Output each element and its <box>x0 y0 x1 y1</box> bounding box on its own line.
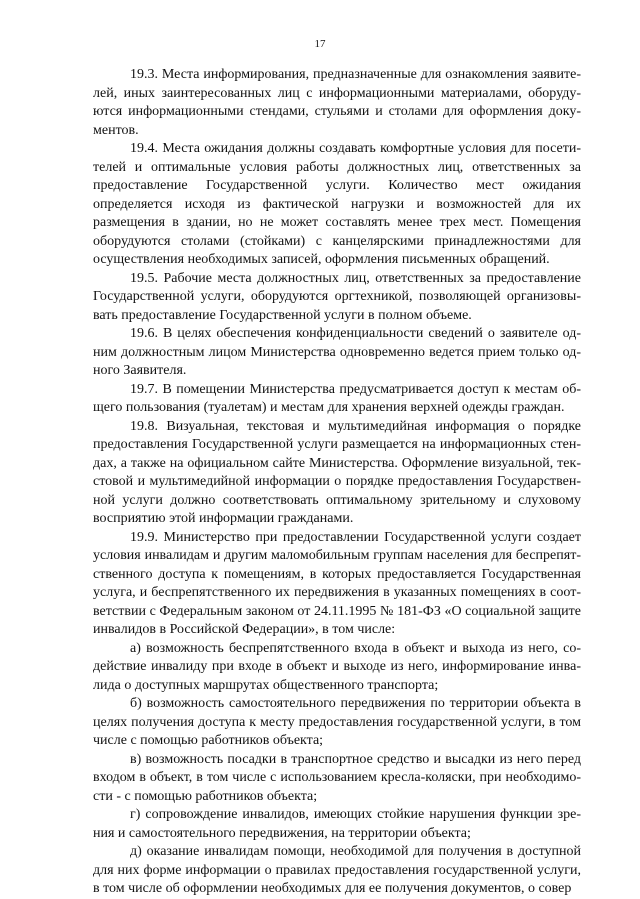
document-body <box>93 66 581 899</box>
list-item-g: г) сопровождение инвалидов, имеющих стойкие нарушения функции зрения и самостоятельного передвижения, на территории объекта; <box>93 807 581 841</box>
list-item-a: а) возможность беспрепятственного входа в объект и выхода из него, содействие инвалиду при входе в объект и выходе из него, информирование инвалида о доступных маршрутах общественного транспорта; <box>93 640 581 693</box>
list-item-b: б) возможность самостоятельного передвижения по территории объекта в целях получения доступа к месту предоставления государственной услуги, в том числе с помощью работников объекта; <box>93 696 581 748</box>
paragraph-19-4: 19.4. Места ожидания должны создавать комфортные условия для посетителей и оптимальные условия работы должностных лиц, ответственных за предоставление Государственной услуги. Количество мест ожидания определяется исходя из фактической нагрузки и возможностей для их размещения в здании, но не может составлять менее трех мест. Помещения оборудуются столами (стойками) с канцелярскими принадлежностями для осуществления необходимых записей, оформления письменных обращений. <box>93 141 581 267</box>
list-item-d: д) оказание инвалидам помощи, необходимой для получения в доступной для них форме информации о правилах предоставления государственной услуги, в том числе об оформлении необходимых для ее получения документов, о совер <box>93 844 581 896</box>
paragraph-19-3: 19.3. Места информирования, предназначенные для ознакомления заявителей, иных заинтересованных лиц с информационными материалами, оборудуются информационными стендами, стульями и столами для оформления документов. <box>93 67 581 138</box>
paragraph-19-5: 19.5. Рабочие места должностных лиц, ответственных за предоставление Государственной услуги, оборудуются оргтехникой, позволяющей организовывать предоставление Государственной услуги в полном объеме. <box>93 270 581 323</box>
paragraph-19-9: 19.9. Министерство при предоставлении Государственной услуги создает условия инвалидам и другим маломобильным группам населения для беспрепятственного доступа к помещениям, в которых предоставляется Государственная услуга, и беспрепятственного их передвижения в указанных помещениях в соответствии с Федеральным законом от 24.11.1995 № 181-ФЗ «О социальной защите инвалидов в Российской Федерации», в том числе: <box>93 529 581 637</box>
page-number: 17 <box>314 38 326 50</box>
paragraph-19-6: 19.6. В целях обеспечения конфиденциальности сведений о заявителе одним должностным лицом Министерства одновременно ведется прием только одного Заявителя. <box>93 326 581 378</box>
paragraph-19-7: 19.7. В помещении Министерства предусматривается доступ к местам общего пользования (туалетам) и местам для хранения верхней одежды граждан. <box>93 381 581 415</box>
list-item-v: в) возможность посадки в транспортное средство и высадки из него перед входом в объект, в том числе с использованием кресла-коляски, при необходимости - с помощью работников объекта; <box>93 751 581 804</box>
paragraph-19-8: 19.8. Визуальная, текстовая и мультимедийная информация о порядке предоставления Государственной услуги размещается на информационных стендах, а также на официальном сайте Министерства. Оформление визуальной, текстовой и мультимедийной информации о порядке предоставления Государственной услуги должно соответствовать оптимальному зрительному и слуховому восприятию этой информации гражданами. <box>93 418 581 526</box>
